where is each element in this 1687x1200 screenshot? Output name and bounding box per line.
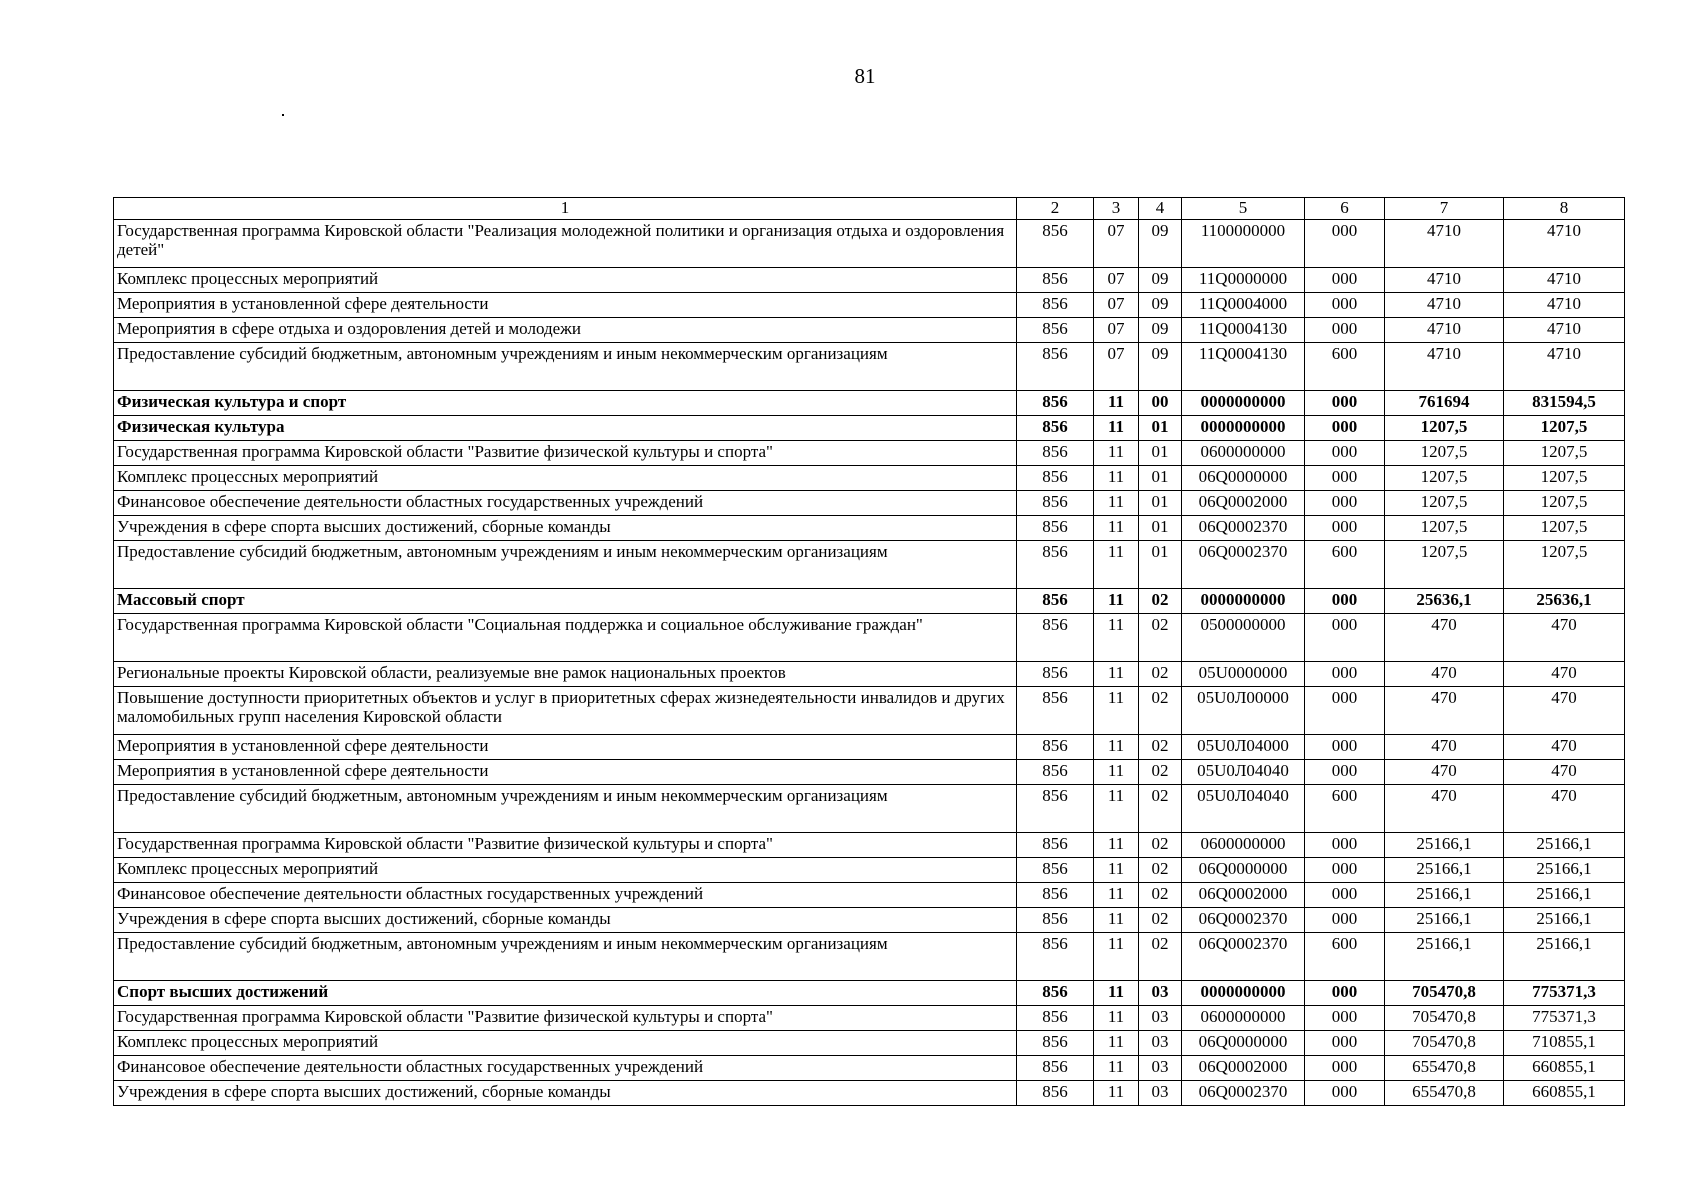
row-name-cell: Предоставление субсидий бюджетным, автономным учреждениям и иным некоммерческим организациям (114, 933, 1017, 981)
section-cell: 11 (1094, 1081, 1139, 1106)
ministry-code-cell: 856 (1017, 687, 1094, 735)
amount-year1-cell: 705470,8 (1385, 1031, 1504, 1056)
amount-year1-cell: 4710 (1385, 293, 1504, 318)
target-article-cell: 11Q0000000 (1182, 268, 1305, 293)
subsection-cell: 02 (1139, 858, 1182, 883)
table-header (114, 198, 1625, 220)
target-article-cell: 06Q0002370 (1182, 908, 1305, 933)
amount-year1-cell: 1207,5 (1385, 466, 1504, 491)
amount-year2-cell: 1207,5 (1504, 516, 1625, 541)
ministry-code-cell: 856 (1017, 760, 1094, 785)
target-article-cell: 05U0Л04040 (1182, 760, 1305, 785)
ministry-code-cell: 856 (1017, 908, 1094, 933)
ministry-code-cell: 856 (1017, 858, 1094, 883)
header-row (114, 198, 1625, 220)
target-article-cell: 0600000000 (1182, 833, 1305, 858)
row-name-cell: Государственная программа Кировской области "Развитие физической культуры и спорта" (114, 833, 1017, 858)
section-cell: 11 (1094, 662, 1139, 687)
row-name-cell: Финансовое обеспечение деятельности областных государственных учреждений (114, 491, 1017, 516)
amount-year1-cell: 655470,8 (1385, 1081, 1504, 1106)
subsection-cell: 01 (1139, 466, 1182, 491)
amount-year1-cell: 4710 (1385, 343, 1504, 391)
amount-year2-cell: 470 (1504, 687, 1625, 735)
subsection-cell: 09 (1139, 293, 1182, 318)
subsection-cell: 02 (1139, 883, 1182, 908)
target-article-cell: 0000000000 (1182, 981, 1305, 1006)
ministry-code-cell: 856 (1017, 268, 1094, 293)
row-name-cell: Комплекс процессных мероприятий (114, 858, 1017, 883)
row-name-cell: Спорт высших достижений (114, 981, 1017, 1006)
amount-year2-cell: 660855,1 (1504, 1056, 1625, 1081)
target-article-cell: 06Q0002000 (1182, 883, 1305, 908)
section-cell: 11 (1094, 858, 1139, 883)
target-article-cell: 06Q0002370 (1182, 541, 1305, 589)
table-row (114, 491, 1625, 516)
amount-year1-cell: 470 (1385, 687, 1504, 735)
section-cell: 11 (1094, 391, 1139, 416)
target-article-cell: 06Q0002370 (1182, 933, 1305, 981)
subsection-cell: 09 (1139, 343, 1182, 391)
table-row (114, 516, 1625, 541)
row-name-cell: Предоставление субсидий бюджетным, автономным учреждениям и иным некоммерческим организациям (114, 343, 1017, 391)
section-cell: 11 (1094, 687, 1139, 735)
amount-year1-cell: 25166,1 (1385, 858, 1504, 883)
ministry-code-cell: 856 (1017, 318, 1094, 343)
ministry-code-cell: 856 (1017, 541, 1094, 589)
amount-year2-cell: 4710 (1504, 220, 1625, 268)
page-number: 81 (854, 64, 876, 88)
section-cell: 11 (1094, 833, 1139, 858)
expense-type-cell: 000 (1305, 883, 1385, 908)
table-row (114, 589, 1625, 614)
amount-year1-cell: 470 (1385, 614, 1504, 662)
amount-year1-cell: 470 (1385, 785, 1504, 833)
amount-year2-cell: 1207,5 (1504, 541, 1625, 589)
subsection-cell: 01 (1139, 441, 1182, 466)
row-name-cell: Государственная программа Кировской области "Развитие физической культуры и спорта" (114, 1006, 1017, 1031)
target-article-cell: 06Q0000000 (1182, 1031, 1305, 1056)
subsection-cell: 01 (1139, 416, 1182, 441)
amount-year2-cell: 1207,5 (1504, 466, 1625, 491)
expense-type-cell: 600 (1305, 785, 1385, 833)
target-article-cell: 05U0Л04000 (1182, 735, 1305, 760)
expense-type-cell: 000 (1305, 516, 1385, 541)
expense-type-cell: 000 (1305, 416, 1385, 441)
ministry-code-cell: 856 (1017, 343, 1094, 391)
row-name-cell: Учреждения в сфере спорта высших достижений, сборные команды (114, 908, 1017, 933)
section-cell: 11 (1094, 908, 1139, 933)
table-row (114, 1031, 1625, 1056)
target-article-cell: 06Q0002370 (1182, 1081, 1305, 1106)
row-name-cell: Физическая культура и спорт (114, 391, 1017, 416)
section-cell: 11 (1094, 1031, 1139, 1056)
amount-year1-cell: 470 (1385, 662, 1504, 687)
section-cell: 07 (1094, 268, 1139, 293)
ministry-code-cell: 856 (1017, 220, 1094, 268)
table-row (114, 318, 1625, 343)
subsection-cell: 03 (1139, 981, 1182, 1006)
expense-type-cell: 000 (1305, 833, 1385, 858)
expense-type-cell: 000 (1305, 662, 1385, 687)
target-article-cell: 11Q0004130 (1182, 343, 1305, 391)
table-row (114, 760, 1625, 785)
expense-type-cell: 000 (1305, 1031, 1385, 1056)
amount-year2-cell: 25166,1 (1504, 908, 1625, 933)
amount-year1-cell: 25166,1 (1385, 908, 1504, 933)
target-article-cell: 06Q0002370 (1182, 516, 1305, 541)
amount-year1-cell: 4710 (1385, 220, 1504, 268)
row-name-cell: Мероприятия в сфере отдыха и оздоровления детей и молодежи (114, 318, 1017, 343)
amount-year2-cell: 775371,3 (1504, 981, 1625, 1006)
expense-type-cell: 000 (1305, 981, 1385, 1006)
target-article-cell: 0000000000 (1182, 589, 1305, 614)
row-name-cell: Финансовое обеспечение деятельности областных государственных учреждений (114, 883, 1017, 908)
subsection-cell: 09 (1139, 318, 1182, 343)
amount-year1-cell: 470 (1385, 735, 1504, 760)
table-row (114, 541, 1625, 589)
target-article-cell: 0600000000 (1182, 441, 1305, 466)
table-row (114, 268, 1625, 293)
expense-type-cell: 000 (1305, 466, 1385, 491)
expense-type-cell: 000 (1305, 441, 1385, 466)
amount-year1-cell: 705470,8 (1385, 1006, 1504, 1031)
amount-year1-cell: 25636,1 (1385, 589, 1504, 614)
amount-year1-cell: 1207,5 (1385, 541, 1504, 589)
amount-year2-cell: 25636,1 (1504, 589, 1625, 614)
section-cell: 07 (1094, 293, 1139, 318)
table-row (114, 391, 1625, 416)
amount-year2-cell: 25166,1 (1504, 833, 1625, 858)
column-header-8: 8 (1504, 198, 1625, 220)
expense-type-cell: 000 (1305, 687, 1385, 735)
row-name-cell: Комплекс процессных мероприятий (114, 1031, 1017, 1056)
table-row (114, 908, 1625, 933)
target-article-cell: 05U0000000 (1182, 662, 1305, 687)
section-cell: 11 (1094, 614, 1139, 662)
amount-year2-cell: 4710 (1504, 343, 1625, 391)
amount-year2-cell: 4710 (1504, 268, 1625, 293)
ministry-code-cell: 856 (1017, 391, 1094, 416)
amount-year1-cell: 1207,5 (1385, 516, 1504, 541)
table-row (114, 293, 1625, 318)
section-cell: 11 (1094, 491, 1139, 516)
row-name-cell: Государственная программа Кировской области "Социальная поддержка и социальное обслуживание граждан" (114, 614, 1017, 662)
amount-year2-cell: 1207,5 (1504, 441, 1625, 466)
target-article-cell: 06Q0002000 (1182, 491, 1305, 516)
amount-year1-cell: 1207,5 (1385, 416, 1504, 441)
section-cell: 11 (1094, 1056, 1139, 1081)
table-row (114, 785, 1625, 833)
amount-year1-cell: 25166,1 (1385, 883, 1504, 908)
ministry-code-cell: 856 (1017, 1081, 1094, 1106)
section-cell: 11 (1094, 441, 1139, 466)
column-header-1: 1 (114, 198, 1017, 220)
target-article-cell: 06Q0000000 (1182, 466, 1305, 491)
section-cell: 11 (1094, 760, 1139, 785)
subsection-cell: 02 (1139, 687, 1182, 735)
expense-type-cell: 000 (1305, 908, 1385, 933)
ministry-code-cell: 856 (1017, 516, 1094, 541)
scan-speck (282, 114, 284, 116)
amount-year2-cell: 1207,5 (1504, 491, 1625, 516)
amount-year2-cell: 470 (1504, 785, 1625, 833)
subsection-cell: 02 (1139, 735, 1182, 760)
section-cell: 11 (1094, 541, 1139, 589)
expense-type-cell: 600 (1305, 343, 1385, 391)
table-row (114, 1056, 1625, 1081)
section-cell: 07 (1094, 220, 1139, 268)
ministry-code-cell: 856 (1017, 441, 1094, 466)
subsection-cell: 02 (1139, 589, 1182, 614)
table-row (114, 1006, 1625, 1031)
subsection-cell: 09 (1139, 268, 1182, 293)
table-row (114, 441, 1625, 466)
target-article-cell: 0000000000 (1182, 391, 1305, 416)
amount-year1-cell: 655470,8 (1385, 1056, 1504, 1081)
amount-year2-cell: 470 (1504, 662, 1625, 687)
row-name-cell: Мероприятия в установленной сфере деятельности (114, 735, 1017, 760)
section-cell: 07 (1094, 318, 1139, 343)
ministry-code-cell: 856 (1017, 466, 1094, 491)
table-row (114, 662, 1625, 687)
expense-type-cell: 000 (1305, 293, 1385, 318)
row-name-cell: Государственная программа Кировской области "Развитие физической культуры и спорта" (114, 441, 1017, 466)
expense-type-cell: 000 (1305, 858, 1385, 883)
expense-type-cell: 000 (1305, 220, 1385, 268)
row-name-cell: Физическая культура (114, 416, 1017, 441)
subsection-cell: 02 (1139, 760, 1182, 785)
expense-type-cell: 000 (1305, 735, 1385, 760)
section-cell: 11 (1094, 1006, 1139, 1031)
expense-type-cell: 000 (1305, 318, 1385, 343)
row-name-cell: Учреждения в сфере спорта высших достижений, сборные команды (114, 516, 1017, 541)
table-row (114, 687, 1625, 735)
section-cell: 11 (1094, 785, 1139, 833)
amount-year1-cell: 1207,5 (1385, 441, 1504, 466)
amount-year1-cell: 470 (1385, 760, 1504, 785)
ministry-code-cell: 856 (1017, 662, 1094, 687)
row-name-cell: Финансовое обеспечение деятельности областных государственных учреждений (114, 1056, 1017, 1081)
table-row (114, 416, 1625, 441)
section-cell: 11 (1094, 883, 1139, 908)
expense-type-cell: 600 (1305, 933, 1385, 981)
amount-year2-cell: 1207,5 (1504, 416, 1625, 441)
target-article-cell: 11Q0004000 (1182, 293, 1305, 318)
target-article-cell: 11Q0004130 (1182, 318, 1305, 343)
ministry-code-cell: 856 (1017, 293, 1094, 318)
amount-year2-cell: 831594,5 (1504, 391, 1625, 416)
amount-year1-cell: 1207,5 (1385, 491, 1504, 516)
subsection-cell: 03 (1139, 1081, 1182, 1106)
section-cell: 07 (1094, 343, 1139, 391)
target-article-cell: 05U0Л04040 (1182, 785, 1305, 833)
expense-type-cell: 000 (1305, 1056, 1385, 1081)
expense-type-cell: 000 (1305, 391, 1385, 416)
amount-year1-cell: 761694 (1385, 391, 1504, 416)
expense-type-cell: 000 (1305, 1081, 1385, 1106)
subsection-cell: 02 (1139, 614, 1182, 662)
column-header-6: 6 (1305, 198, 1385, 220)
amount-year1-cell: 705470,8 (1385, 981, 1504, 1006)
table-row (114, 833, 1625, 858)
table-body (114, 220, 1625, 1106)
subsection-cell: 03 (1139, 1006, 1182, 1031)
subsection-cell: 02 (1139, 785, 1182, 833)
subsection-cell: 02 (1139, 933, 1182, 981)
ministry-code-cell: 856 (1017, 614, 1094, 662)
column-header-2: 2 (1017, 198, 1094, 220)
ministry-code-cell: 856 (1017, 1031, 1094, 1056)
amount-year2-cell: 775371,3 (1504, 1006, 1625, 1031)
amount-year2-cell: 470 (1504, 614, 1625, 662)
section-cell: 11 (1094, 589, 1139, 614)
amount-year1-cell: 25166,1 (1385, 833, 1504, 858)
expense-type-cell: 000 (1305, 589, 1385, 614)
ministry-code-cell: 856 (1017, 883, 1094, 908)
ministry-code-cell: 856 (1017, 1006, 1094, 1031)
subsection-cell: 03 (1139, 1031, 1182, 1056)
amount-year2-cell: 4710 (1504, 293, 1625, 318)
column-header-3: 3 (1094, 198, 1139, 220)
target-article-cell: 0000000000 (1182, 416, 1305, 441)
subsection-cell: 03 (1139, 1056, 1182, 1081)
amount-year2-cell: 25166,1 (1504, 858, 1625, 883)
ministry-code-cell: 856 (1017, 589, 1094, 614)
table-row (114, 614, 1625, 662)
row-name-cell: Региональные проекты Кировской области, реализуемые вне рамок национальных проектов (114, 662, 1017, 687)
subsection-cell: 02 (1139, 908, 1182, 933)
section-cell: 11 (1094, 466, 1139, 491)
subsection-cell: 01 (1139, 541, 1182, 589)
row-name-cell: Комплекс процессных мероприятий (114, 466, 1017, 491)
table-row (114, 343, 1625, 391)
subsection-cell: 01 (1139, 516, 1182, 541)
column-header-5: 5 (1182, 198, 1305, 220)
row-name-cell: Мероприятия в установленной сфере деятельности (114, 760, 1017, 785)
amount-year2-cell: 470 (1504, 735, 1625, 760)
row-name-cell: Повышение доступности приоритетных объектов и услуг в приоритетных сферах жизнедеятельности инвалидов и других маломобильных групп населения Кировской области (114, 687, 1017, 735)
expense-type-cell: 000 (1305, 268, 1385, 293)
target-article-cell: 0500000000 (1182, 614, 1305, 662)
ministry-code-cell: 856 (1017, 833, 1094, 858)
expense-type-cell: 600 (1305, 541, 1385, 589)
column-header-7: 7 (1385, 198, 1504, 220)
ministry-code-cell: 856 (1017, 491, 1094, 516)
amount-year1-cell: 4710 (1385, 268, 1504, 293)
expense-type-cell: 000 (1305, 1006, 1385, 1031)
column-header-4: 4 (1139, 198, 1182, 220)
table-row (114, 466, 1625, 491)
table-row (114, 220, 1625, 268)
table-row (114, 981, 1625, 1006)
amount-year2-cell: 660855,1 (1504, 1081, 1625, 1106)
section-cell: 11 (1094, 416, 1139, 441)
amount-year2-cell: 25166,1 (1504, 933, 1625, 981)
section-cell: 11 (1094, 981, 1139, 1006)
expense-type-cell: 000 (1305, 760, 1385, 785)
section-cell: 11 (1094, 516, 1139, 541)
target-article-cell: 06Q0002000 (1182, 1056, 1305, 1081)
target-article-cell: 1100000000 (1182, 220, 1305, 268)
row-name-cell: Предоставление субсидий бюджетным, автономным учреждениям и иным некоммерческим организациям (114, 541, 1017, 589)
ministry-code-cell: 856 (1017, 416, 1094, 441)
target-article-cell: 05U0Л00000 (1182, 687, 1305, 735)
expense-type-cell: 000 (1305, 491, 1385, 516)
row-name-cell: Учреждения в сфере спорта высших достижений, сборные команды (114, 1081, 1017, 1106)
row-name-cell: Массовый спорт (114, 589, 1017, 614)
amount-year2-cell: 710855,1 (1504, 1031, 1625, 1056)
ministry-code-cell: 856 (1017, 1056, 1094, 1081)
amount-year2-cell: 4710 (1504, 318, 1625, 343)
row-name-cell: Государственная программа Кировской области "Реализация молодежной политики и организация отдыха и оздоровления детей" (114, 220, 1017, 268)
budget-table (113, 197, 1625, 1106)
table-row (114, 735, 1625, 760)
amount-year2-cell: 25166,1 (1504, 883, 1625, 908)
row-name-cell: Мероприятия в установленной сфере деятельности (114, 293, 1017, 318)
table-row (114, 933, 1625, 981)
row-name-cell: Комплекс процессных мероприятий (114, 268, 1017, 293)
section-cell: 11 (1094, 735, 1139, 760)
ministry-code-cell: 856 (1017, 735, 1094, 760)
subsection-cell: 00 (1139, 391, 1182, 416)
amount-year1-cell: 4710 (1385, 318, 1504, 343)
section-cell: 11 (1094, 933, 1139, 981)
ministry-code-cell: 856 (1017, 785, 1094, 833)
target-article-cell: 0600000000 (1182, 1006, 1305, 1031)
expense-type-cell: 000 (1305, 614, 1385, 662)
amount-year2-cell: 470 (1504, 760, 1625, 785)
subsection-cell: 02 (1139, 662, 1182, 687)
subsection-cell: 02 (1139, 833, 1182, 858)
target-article-cell: 06Q0000000 (1182, 858, 1305, 883)
row-name-cell: Предоставление субсидий бюджетным, автономным учреждениям и иным некоммерческим организациям (114, 785, 1017, 833)
table-row (114, 883, 1625, 908)
table-row (114, 1081, 1625, 1106)
amount-year1-cell: 25166,1 (1385, 933, 1504, 981)
ministry-code-cell: 856 (1017, 981, 1094, 1006)
ministry-code-cell: 856 (1017, 933, 1094, 981)
table-row (114, 858, 1625, 883)
subsection-cell: 09 (1139, 220, 1182, 268)
subsection-cell: 01 (1139, 491, 1182, 516)
